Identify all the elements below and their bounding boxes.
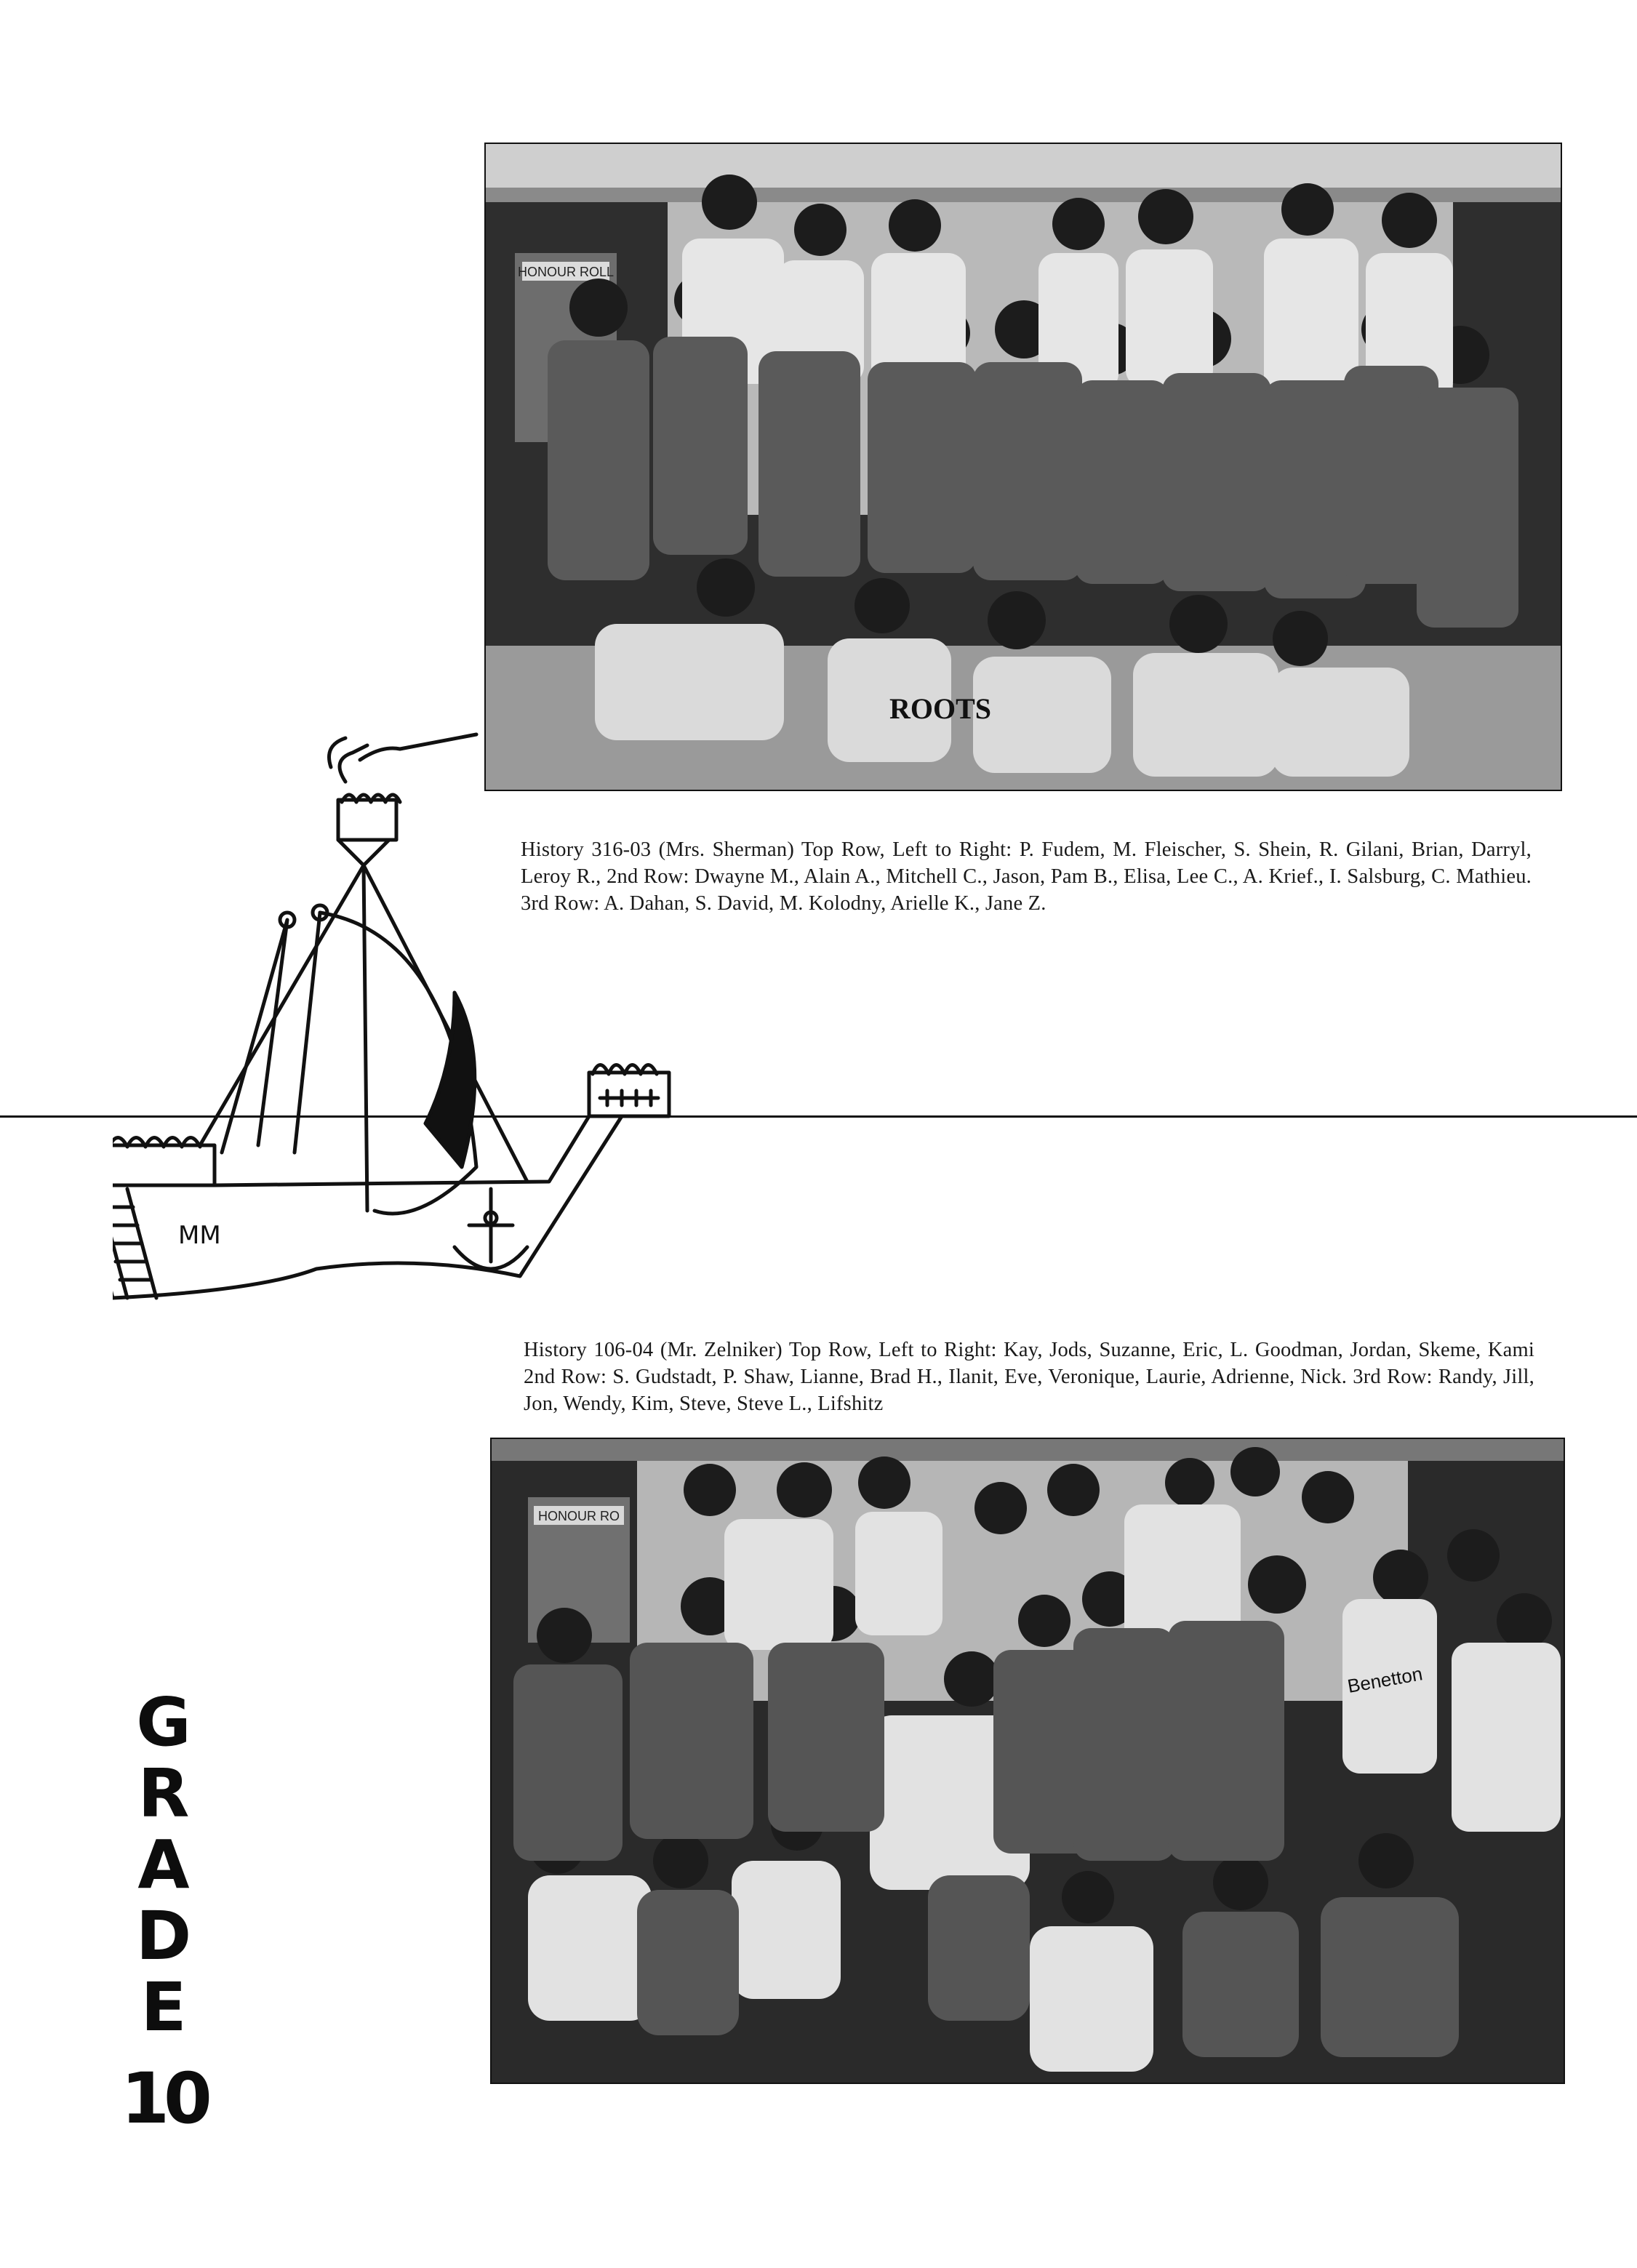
- caption-top: History 316-03 (Mrs. Sherman) Top Row, Left to Right: P. Fudem, M. Fleischer, S. Shein, R. Gilani, Brian, Darryl, Leroy R., 2nd Row: Dwayne M., Alain A., Mitchell C., Jason, Pam B., Elisa, Lee C., A. Krief., I. Salsburg, C. Mathieu. 3rd Row: A. Dahan, S. David, M. Kolodny, Arielle K., Jane Z.: [521, 838, 1532, 915]
- honour-roll-sign: HONOUR RO: [538, 1509, 620, 1523]
- class-photo-bottom: [490, 1438, 1565, 2084]
- shirt-text: Benetton: [1345, 1662, 1425, 1697]
- grade-label: GRADE: [135, 1683, 192, 2046]
- ship-drawing-icon: [113, 716, 709, 1313]
- class-photo-top-image: [486, 144, 1561, 790]
- ship-hull-text: MM: [178, 1221, 221, 1250]
- shirt-text: ROOTS: [889, 692, 992, 725]
- honour-roll-sign: HONOUR ROLL: [517, 265, 615, 279]
- class-photo-top: [484, 143, 1562, 791]
- class-photo-bottom-image: [492, 1439, 1564, 2083]
- grade-number: 10: [121, 2058, 207, 2139]
- caption-bottom: History 106-04 (Mr. Zelniker) Top Row, Left to Right: Kay, Jods, Suzanne, Eric, L. Goodman, Jordan, Skeme, Kami 2nd Row: S. Gudstadt, P. Shaw, Lianne, Brad H., Ilanit, Eve, Veronique, Laurie, Adrienne, Nick. 3rd Row: Randy, Jill, Jon, Wendy, Kim, Steve, Steve L., Lifshitz: [524, 1338, 1534, 1415]
